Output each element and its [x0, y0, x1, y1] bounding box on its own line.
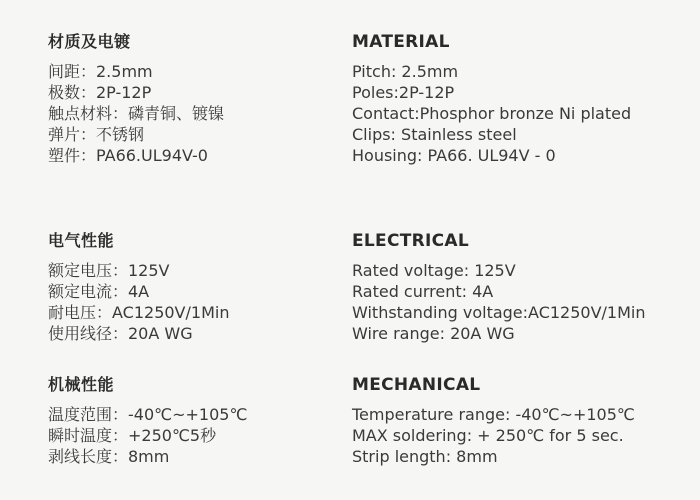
en-material-line: Housing: PA66. UL94V - 0	[352, 146, 556, 165]
en-mechanical-line: Temperature range: -40℃~+105℃	[352, 405, 635, 424]
en-material-heading: MATERIAL	[352, 32, 450, 52]
cn-electrical-line: 额定电流：4A	[48, 282, 150, 301]
en-electrical-section	[352, 231, 646, 344]
en-mechanical-heading: MECHANICAL	[352, 375, 481, 395]
cn-material-heading: 材质及电镀	[48, 32, 131, 51]
en-electrical-line: Withstanding voltage:AC1250V/1Min	[352, 303, 646, 322]
en-mechanical-section	[352, 375, 635, 467]
en-material-section	[352, 32, 631, 166]
cn-electrical-line: 额定电压：125V	[48, 261, 170, 280]
cn-mechanical-line: 温度范围：-40℃~+105℃	[48, 405, 248, 424]
cn-electrical-line: 使用线径：20A WG	[48, 324, 193, 343]
cn-material-line: 极数：2P-12P	[48, 83, 152, 102]
cn-material-section	[48, 32, 224, 166]
en-electrical-line: Rated current: 4A	[352, 282, 494, 301]
cn-mechanical-section	[48, 375, 247, 467]
cn-electrical-line: 耐电压：AC1250V/1Min	[48, 303, 230, 322]
en-electrical-line: Rated voltage: 125V	[352, 261, 516, 280]
cn-material-line: 弹片：不锈钢	[48, 125, 145, 144]
cn-material-line: 触点材料：磷青铜、镀镍	[48, 104, 225, 123]
en-material-line: Clips: Stainless steel	[352, 125, 517, 144]
cn-mechanical-heading: 机械性能	[48, 375, 115, 394]
en-material-line: Poles:2P-12P	[352, 83, 455, 102]
en-material-line: Contact:Phosphor bronze Ni plated	[352, 104, 632, 123]
en-mechanical-line: Strip length: 8mm	[352, 447, 498, 466]
cn-mechanical-line: 瞬时温度：+250℃5秒	[48, 426, 217, 445]
cn-electrical-heading: 电气性能	[48, 231, 115, 250]
en-material-line: Pitch: 2.5mm	[352, 62, 459, 81]
cn-mechanical-line: 剥线长度：8mm	[48, 447, 170, 466]
cn-material-line: 间距：2.5mm	[48, 62, 153, 81]
en-mechanical-line: MAX soldering: + 250℃ for 5 sec.	[352, 426, 624, 445]
en-electrical-line: Wire range: 20A WG	[352, 324, 515, 343]
cn-electrical-section	[48, 231, 229, 344]
cn-material-line: 塑件：PA66.UL94V-0	[48, 146, 208, 165]
en-electrical-heading: ELECTRICAL	[352, 231, 470, 251]
